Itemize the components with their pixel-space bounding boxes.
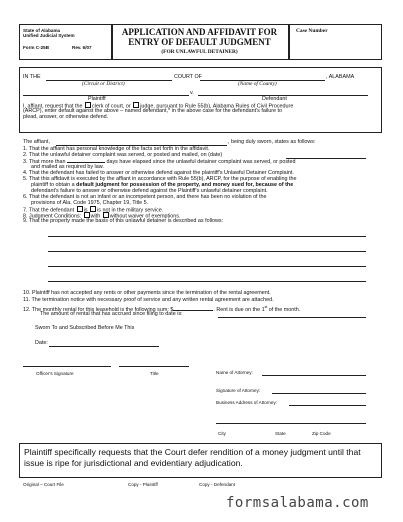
property-line-2[interactable] bbox=[48, 251, 366, 252]
attorney-name-field[interactable] bbox=[262, 375, 366, 376]
item-3-text-b: days have elapsed since the unlawful detainer complaint was served, or posted bbox=[106, 159, 296, 165]
defendant-label: Defendant bbox=[262, 96, 287, 102]
date-field[interactable] bbox=[49, 346, 159, 347]
item-12-text-a: 12. The monthly rental for this leasehold is the following sum: $ bbox=[23, 306, 174, 313]
form-subtitle: (FOR UNLAWFUL DETAINER) bbox=[161, 49, 238, 55]
title-label: Title bbox=[150, 371, 159, 376]
zip-label: Zip Code bbox=[312, 431, 331, 436]
plaintiff-field[interactable] bbox=[23, 95, 189, 96]
alabama-label: , ALABAMA bbox=[326, 74, 355, 80]
city-label: City bbox=[218, 431, 226, 436]
item-1: 1. That the affiant has personal knowledge of the facts set forth in the affidavit. bbox=[23, 146, 210, 152]
item-3-cont: and mailed as required by law. bbox=[31, 164, 104, 170]
watermark: formsalabama.com bbox=[226, 495, 369, 511]
item-7-is-not: is not in the military service. bbox=[97, 207, 164, 214]
footer-original: Original – Court File bbox=[23, 482, 64, 487]
item-5-cont2: defendant's failure to answer or otherwise defend against the Plaintiff's unlawful detainer complaint. bbox=[31, 188, 268, 194]
circuit-district-hint: (Circuit or District) bbox=[82, 81, 125, 87]
item-11: 11. The termination notice with necessary proof of service and any written rental agreement are attached. bbox=[23, 297, 274, 303]
attorney-address-line-2[interactable] bbox=[216, 423, 366, 424]
item-5: 5. That this affidavit is executed by the affiant in accordance with Rule 55(b), ARCP, for the purpose of enabling the bbox=[23, 176, 297, 182]
item-3-text-a: 3. That more than bbox=[23, 159, 66, 165]
officer-signature-field[interactable] bbox=[23, 366, 111, 367]
case-number-label: Case Number bbox=[296, 28, 328, 34]
officer-signature-label: Officer's Signature bbox=[36, 371, 74, 376]
date-label: Date: bbox=[35, 340, 48, 346]
item-12-sup: st bbox=[264, 305, 268, 309]
item-4: 4. That the defendant has failed to answer or otherwise defend against the plaintiff's Unlawful Detainer Complaint. bbox=[23, 170, 294, 176]
item-9: 9. That the property made the basis of this unlawful detainer is described as follows: bbox=[23, 218, 224, 224]
item-10: 10. Plaintiff has not accepted any rents or other payments since the termination of the rental agreement. bbox=[23, 290, 271, 296]
clerk-label: clerk of court, or bbox=[92, 103, 131, 110]
deferral-notice: Plaintiff specifically requests that the Court defer rendition of a money judgment until that issue is ripe for jurisdictional and evidentiary adjudication. bbox=[24, 447, 361, 468]
judge-label: judge, pursuant to Rule 55(b), Alabama Rules of Civil Procedure bbox=[140, 103, 294, 110]
affiant-label: The affiant, bbox=[23, 139, 50, 145]
plaintiff-label: Plaintiff bbox=[88, 96, 106, 102]
item-6-cont: provisions of Ala. Code 1975, Chapter 19, Title 5. bbox=[31, 200, 149, 206]
footer-copy-plaintiff: Copy - Plaintiff bbox=[128, 482, 158, 487]
title-field[interactable] bbox=[119, 366, 189, 367]
item-2: 2. That the unlawful detainer complaint was served, or posted and mailed, on (date) bbox=[23, 152, 223, 158]
item-12-text-b: . Rent is due on the 1 bbox=[213, 306, 265, 313]
item-5-bold: default judgment for possession of the property, and money sued for, because of the bbox=[76, 182, 294, 188]
form-number: Form C-25B bbox=[23, 45, 50, 50]
served-date-field[interactable] bbox=[286, 158, 366, 159]
property-line-3[interactable] bbox=[48, 266, 366, 267]
attorney-signature-field[interactable] bbox=[272, 393, 366, 394]
form-title-line1: APPLICATION AND AFFIDAVIT FOR bbox=[121, 27, 278, 37]
sworn-subscribed: Sworn To and Subscribed Before Me This bbox=[35, 325, 135, 331]
item-7-is: is bbox=[83, 207, 88, 214]
footer-copy-defendant: Copy - Defendant bbox=[199, 482, 236, 487]
item-8-without: without waiver of exemptions. bbox=[109, 213, 181, 220]
attorney-address-label: Business Address of Attorney: bbox=[216, 400, 278, 405]
days-field[interactable] bbox=[67, 158, 105, 163]
item-5-text: plaintiff to obtain a bbox=[31, 182, 77, 188]
property-line-1[interactable] bbox=[48, 236, 366, 237]
state-label: State of Alabama bbox=[23, 28, 61, 33]
attorney-address-field[interactable] bbox=[289, 405, 366, 406]
in-the-label: IN THE bbox=[23, 74, 41, 80]
item-8-with: with bbox=[90, 213, 101, 220]
property-line-4[interactable] bbox=[48, 281, 366, 282]
request-text-a: I, affiant, request that the bbox=[23, 103, 83, 110]
county-hint: (Name of County) bbox=[238, 81, 277, 87]
request-line2: (ARCP), enter default against the above – named defendant,* in the above case for the defendant's failure to bbox=[23, 108, 283, 114]
sworn-statement: , being duly sworn, states as follows: bbox=[228, 139, 316, 145]
accrued-rent-field[interactable] bbox=[218, 317, 366, 318]
form-title-line2: ENTRY OF DEFAULT JUDGMENT bbox=[128, 37, 271, 47]
item-7-text: 7. That the defendant bbox=[23, 207, 75, 214]
item-8-text: 8. Judgment Conditions: bbox=[23, 213, 82, 220]
state-label-sig: State bbox=[275, 431, 286, 436]
revision: Rev. 6/07 bbox=[72, 45, 92, 50]
versus-label: v. bbox=[190, 90, 194, 96]
attorney-signature-label: Signature of Attorney: bbox=[216, 388, 261, 393]
attorney-name-label: Name of Attorney: bbox=[216, 370, 253, 375]
court-of-label: COURT OF bbox=[174, 74, 202, 80]
court-system-label: Unified Judicial System bbox=[23, 33, 75, 38]
item-12-text-c: of the month. bbox=[267, 306, 301, 313]
item-6: 6. That the defendant is not an infant or an incompetent person, and there has been no violation of the bbox=[23, 194, 267, 200]
request-line3: plead, answer, or otherwise defend. bbox=[23, 114, 109, 120]
item-12-cont: The amount of rental that has accrued since filing to date is: bbox=[40, 311, 183, 317]
